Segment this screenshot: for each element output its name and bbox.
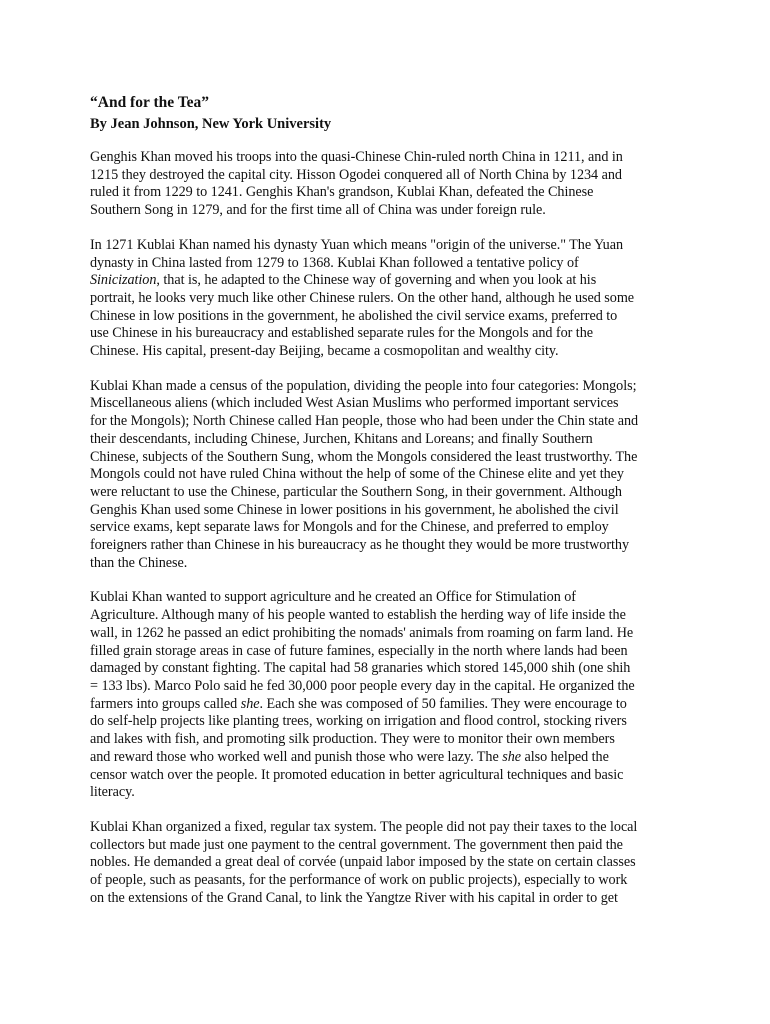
paragraph-line: for the Mongols); North Chinese called Han people, those who had been under the Chin state and [90, 413, 639, 430]
body-paragraph [90, 819, 690, 908]
paragraph-line: damaged by constant fighting. The capital had 58 granaries which stored 145,000 shih (one shih [90, 660, 631, 677]
paragraph-line: dynasty in China lasted from 1279 to 1368. Kublai Khan followed a tentative policy of [90, 254, 579, 271]
paragraph-line: Genghis Khan moved his troops into the quasi-Chinese Chin-ruled north China in 1211, and in [90, 149, 623, 165]
paragraph-line: = 133 lbs). Marco Polo said he fed 30,000 poor people every day in the capital. He organized the [90, 677, 635, 694]
paragraph-line: Chinese. His capital, present-day Beijing, became a cosmopolitan and wealthy city. [90, 343, 559, 360]
italic-term: she [502, 748, 521, 765]
paragraph-line: farmers into groups called she. Each she was composed of 50 families. They were encourage to [90, 695, 627, 712]
paragraph-line: Genghis Khan used some Chinese in lower positions in his government, he abolished the civil [90, 501, 619, 518]
paragraph-line: their descendants, including Chinese, Jurchen, Khitans and Loreans; and finally Southern [90, 430, 593, 447]
paragraph-line: Chinese, subjects of the Southern Sung, whom the Mongols considered the least trustworthy. The [90, 448, 638, 465]
body-paragraph [90, 589, 690, 801]
paragraph-line: foreigners rather than Chinese in his bureaucracy as he thought they would be more trustworthy [90, 537, 629, 554]
paragraph-line: collectors but made just one payment to the central government. The government then paid the [90, 836, 623, 853]
document-byline: By Jean Johnson, New York University [90, 116, 332, 132]
paragraph-list [90, 149, 690, 907]
paragraph-line: In 1271 Kublai Khan named his dynasty Yuan which means "origin of the universe." The Yuan [90, 236, 624, 253]
paragraph-line: wall, in 1262 he passed an edict prohibiting the nomads' animals from roaming on farm land. He [90, 624, 634, 641]
body-paragraph [90, 378, 690, 573]
paragraph-line: censor watch over the people. It promoted education in better agricultural techniques and basic [90, 766, 624, 783]
paragraph-line: Miscellaneous aliens (which included West Asian Muslims who performed important services [90, 395, 619, 412]
paragraph-line: Sinicization, that is, he adapted to the Chinese way of governing and when you look at his [90, 272, 597, 289]
body-paragraph [90, 149, 690, 220]
paragraph-line: Agriculture. Although many of his people wanted to establish the herding way of life inside the [90, 607, 626, 624]
paragraph-line: than the Chinese. [90, 554, 188, 571]
paragraph-line: nobles. He demanded a great deal of corvée (unpaid labor imposed by the state on certain classes [90, 854, 636, 871]
paragraph-line: Mongols could not have ruled China without the help of some of the Chinese elite and yet they [90, 466, 624, 483]
paragraph-line: filled grain storage areas in case of future famines, especially in the north where lands had been [90, 642, 628, 659]
paragraph-line: Southern Song in 1279, and for the first time all of China was under foreign rule. [90, 202, 546, 219]
paragraph-line: Chinese in low positions in the government, he abolished the civil service exams, preferred to [90, 307, 618, 324]
paragraph-line: portrait, he looks very much like other Chinese rulers. On the other hand, although he used some [90, 289, 635, 306]
paragraph-line: use Chinese in his bureaucracy and established separate rules for the Mongols and for the [90, 325, 593, 342]
document-body [90, 93, 690, 924]
paragraph-line: literacy. [90, 784, 135, 801]
paragraph-line: on the extensions of the Grand Canal, to link the Yangtze River with his capital in order to get [90, 889, 618, 906]
italic-term: she [240, 695, 260, 712]
paragraph-line: and reward those who worked well and punish those who were lazy. The she also helped the [90, 748, 609, 765]
paragraph-line: and lakes with fish, and promoting silk production. They were to monitor their own members [90, 731, 615, 748]
paragraph-line: service exams, kept separate laws for Mongols and for the Chinese, and preferred to employ [90, 519, 609, 536]
italic-term: Sinicization [90, 272, 157, 289]
paragraph-line: Kublai Khan made a census of the population, dividing the people into four categories: Mongols; [90, 377, 637, 394]
paragraph-line: Kublai Khan organized a fixed, regular tax system. The people did not pay their taxes to the local [90, 818, 638, 835]
paragraph-line: were reluctant to use the Chinese, particular the Southern Song, in their government. Although [90, 483, 622, 500]
paragraph-line: Kublai Khan wanted to support agriculture and he created an Office for Stimulation of [90, 589, 576, 606]
paragraph-line: of people, such as peasants, for the performance of work on public projects), especially to work [90, 872, 628, 889]
paragraph-line: do self-help projects like planting trees, working on irrigation and flood control, stocking rivers [90, 713, 627, 730]
body-paragraph [90, 237, 690, 361]
paragraph-line: ruled it from 1229 to 1241. Genghis Khan's grandson, Kublai Khan, defeated the Chinese [90, 184, 594, 201]
document-title: “And for the Tea” [90, 94, 209, 111]
paragraph-line: 1215 they destroyed the capital city. Hisson Ogodei conquered all of North China by 1234 and [90, 166, 622, 183]
